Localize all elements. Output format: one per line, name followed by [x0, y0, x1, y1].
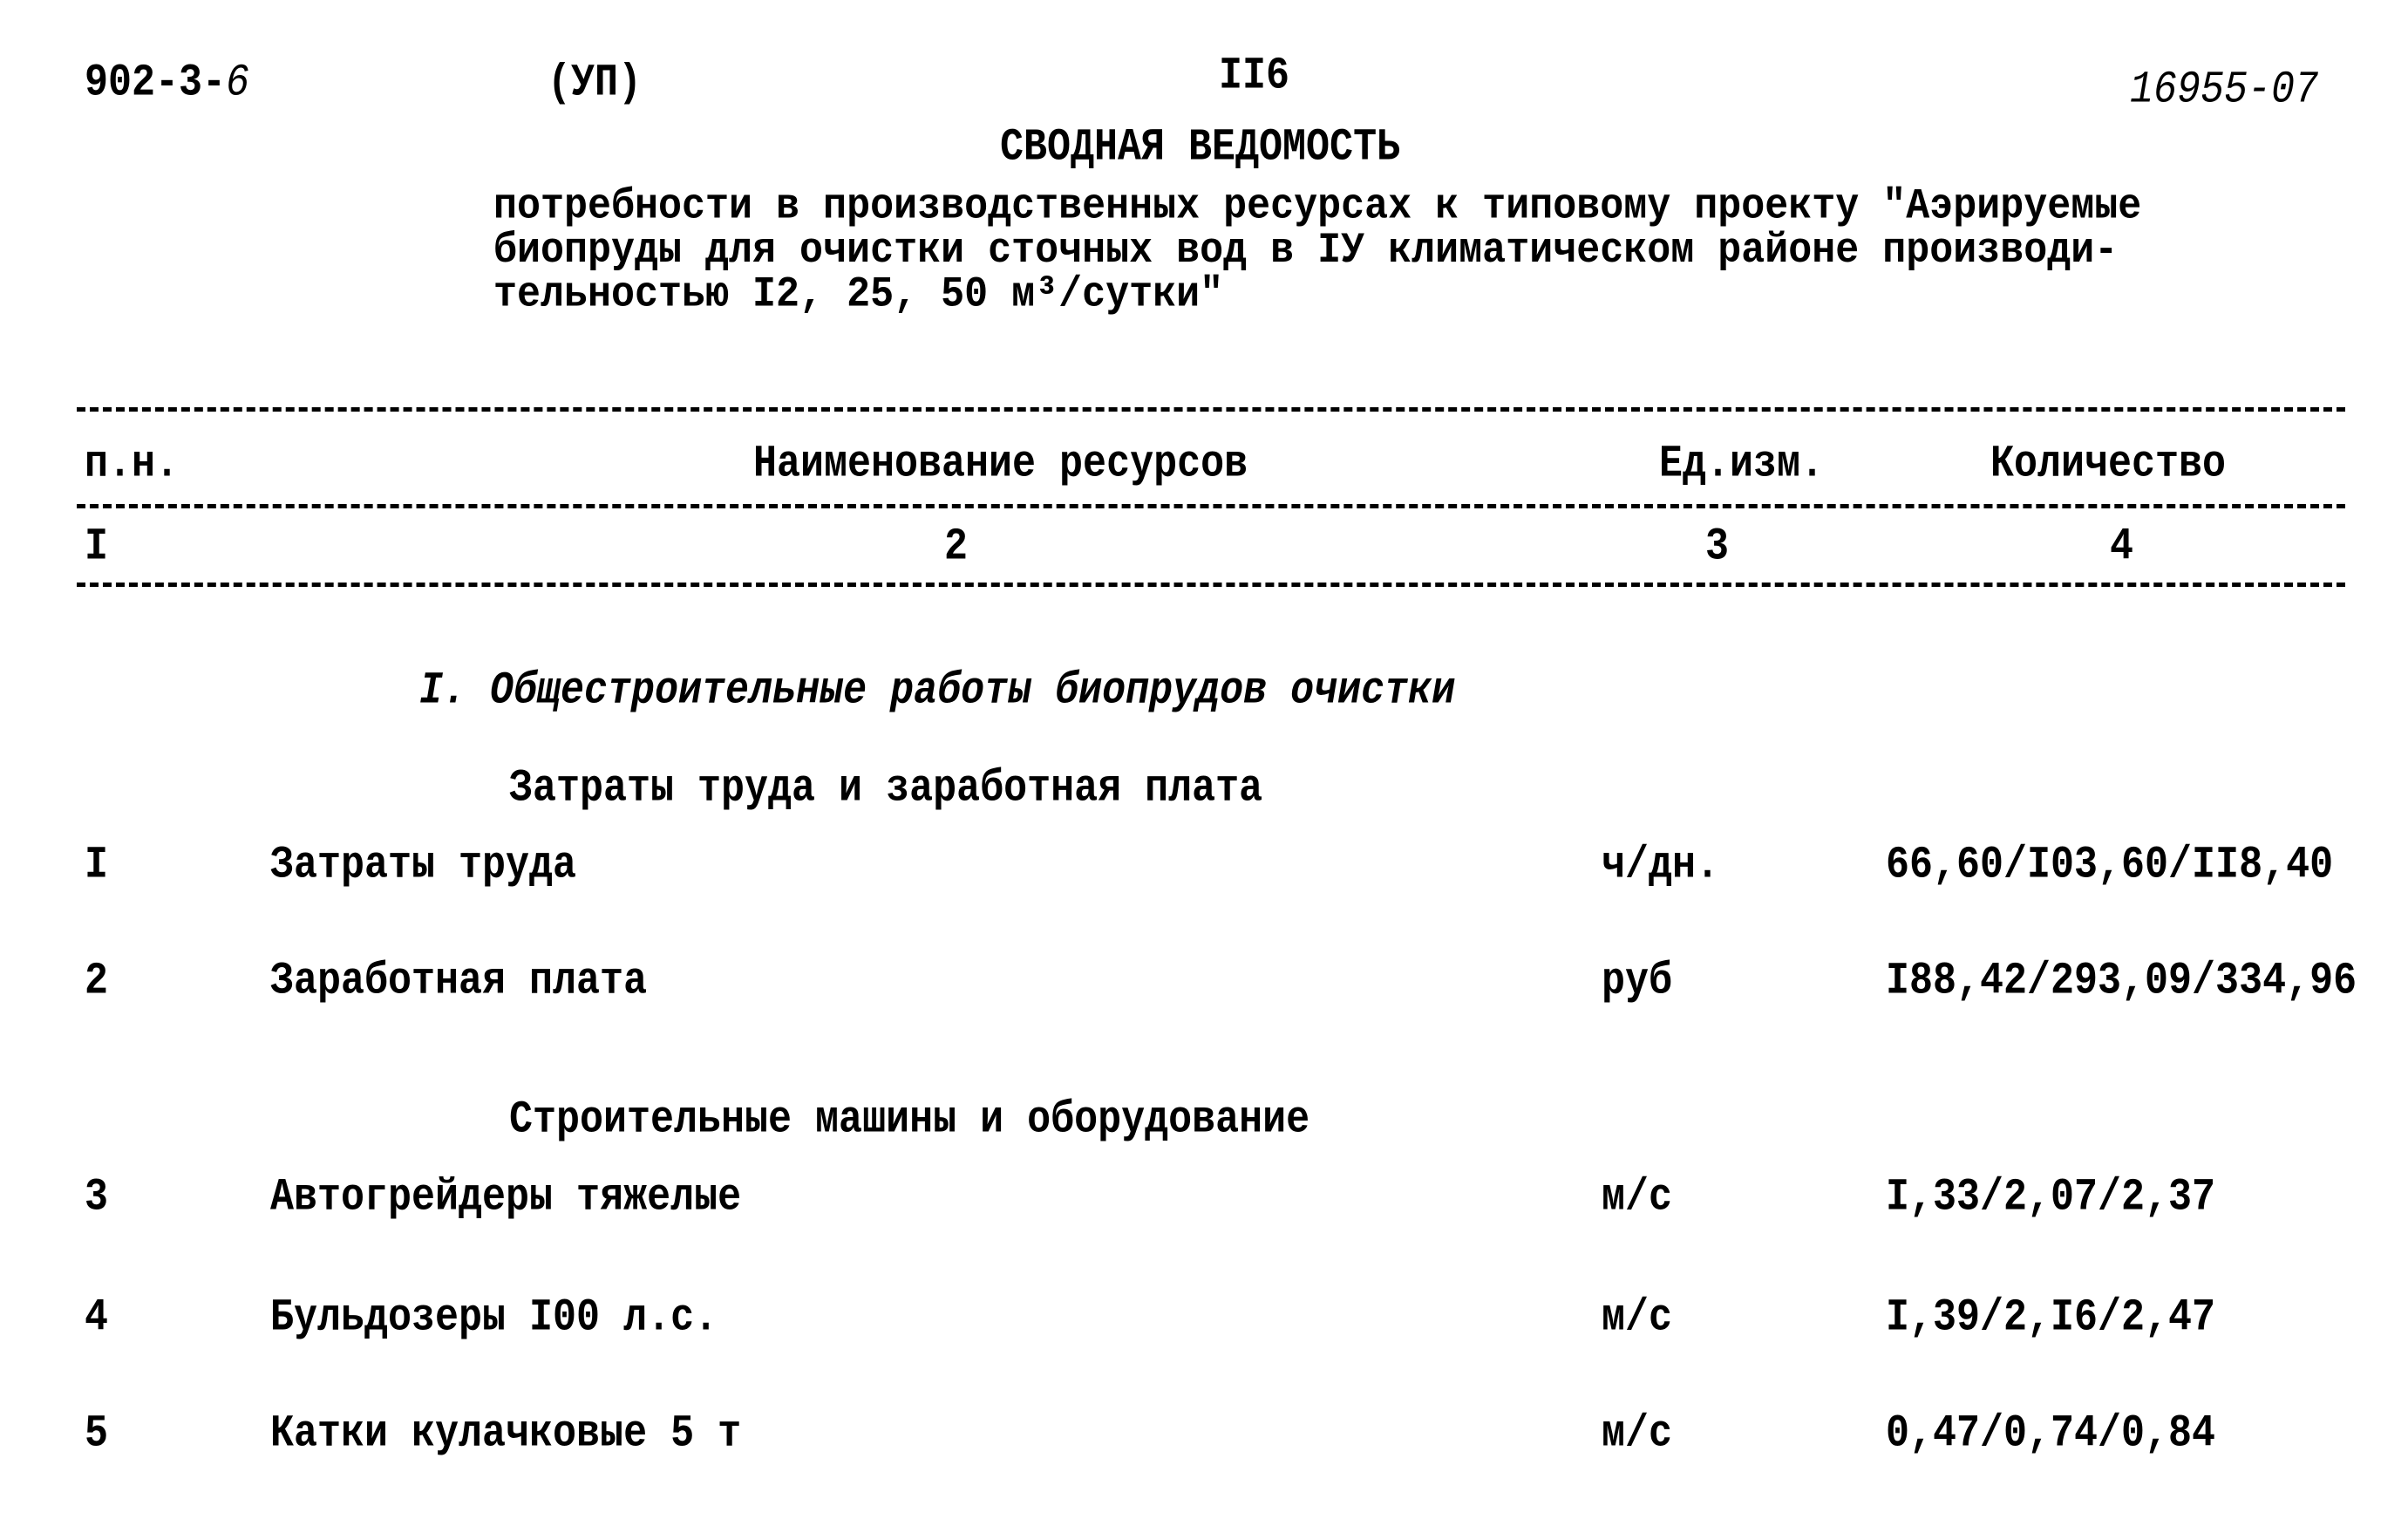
row-qty: I,33/2,07/2,37 [1886, 1171, 2216, 1223]
row-name: Бульдозеры I00 л.с. [270, 1291, 718, 1344]
row-unit: м/с [1602, 1407, 1673, 1460]
document-subtitle [493, 181, 2142, 319]
row-qty: 66,60/I03,60/II8,40 [1886, 839, 2334, 891]
row-qty: I88,42/293,09/334,96 [1886, 955, 2357, 1007]
column-number: I [85, 521, 109, 573]
header-unit: Ед.изм. [1659, 438, 1825, 490]
row-num: 2 [85, 955, 109, 1007]
section-code: (УП) [548, 57, 643, 109]
row-unit: м/с [1602, 1171, 1673, 1223]
section-title: I. Общестроительные работы биопрудов очистки [419, 664, 1456, 717]
header-name: Наименование ресурсов [753, 438, 1248, 490]
column-number: 4 [2110, 521, 2134, 573]
row-qty: I,39/2,I6/2,47 [1886, 1291, 2216, 1344]
header-num: п.н. [85, 438, 180, 490]
row-name: Катки кулачковые 5 т [270, 1407, 742, 1460]
row-name: Заработная плата [270, 955, 648, 1007]
row-num: I [85, 839, 109, 891]
row-num: 3 [85, 1171, 109, 1223]
series-code-text: 902-3- [85, 57, 227, 109]
subtitle-line: биопруды для очистки сточных вод в IУ климатическом районе производи- [493, 226, 2119, 276]
row-unit: руб [1602, 955, 1673, 1007]
document-number: 16955-07 [2130, 64, 2319, 116]
row-num: 5 [85, 1407, 109, 1460]
page-number: II6 [1219, 50, 1290, 102]
table-divider [77, 407, 2345, 412]
subtitle-line: тельностью I2, 25, 50 м³/сутки" [493, 269, 1224, 319]
row-qty: 0,47/0,74/0,84 [1886, 1407, 2216, 1460]
series-handwritten-suffix: 6 [226, 57, 250, 109]
row-num: 4 [85, 1291, 109, 1344]
table-divider [77, 583, 2345, 587]
row-unit: м/с [1602, 1291, 1673, 1344]
row-name: Затраты труда [270, 839, 577, 891]
document-title: СВОДНАЯ ВЕДОМОСТЬ [1000, 121, 1401, 174]
column-number: 3 [1705, 521, 1730, 573]
series-code [85, 59, 249, 107]
subtitle-line: потребности в производственных ресурсах к типовому проекту "Аэрируемые [493, 181, 2142, 231]
column-number: 2 [944, 521, 969, 573]
table-divider [77, 504, 2345, 508]
row-name: Автогрейдеры тяжелые [270, 1171, 742, 1223]
group-title: Затраты труда и заработная плата [509, 762, 1263, 814]
group-title: Строительные машины и оборудование [509, 1094, 1310, 1146]
header-qty: Количество [1990, 438, 2227, 490]
row-unit: ч/дн. [1602, 839, 1720, 891]
